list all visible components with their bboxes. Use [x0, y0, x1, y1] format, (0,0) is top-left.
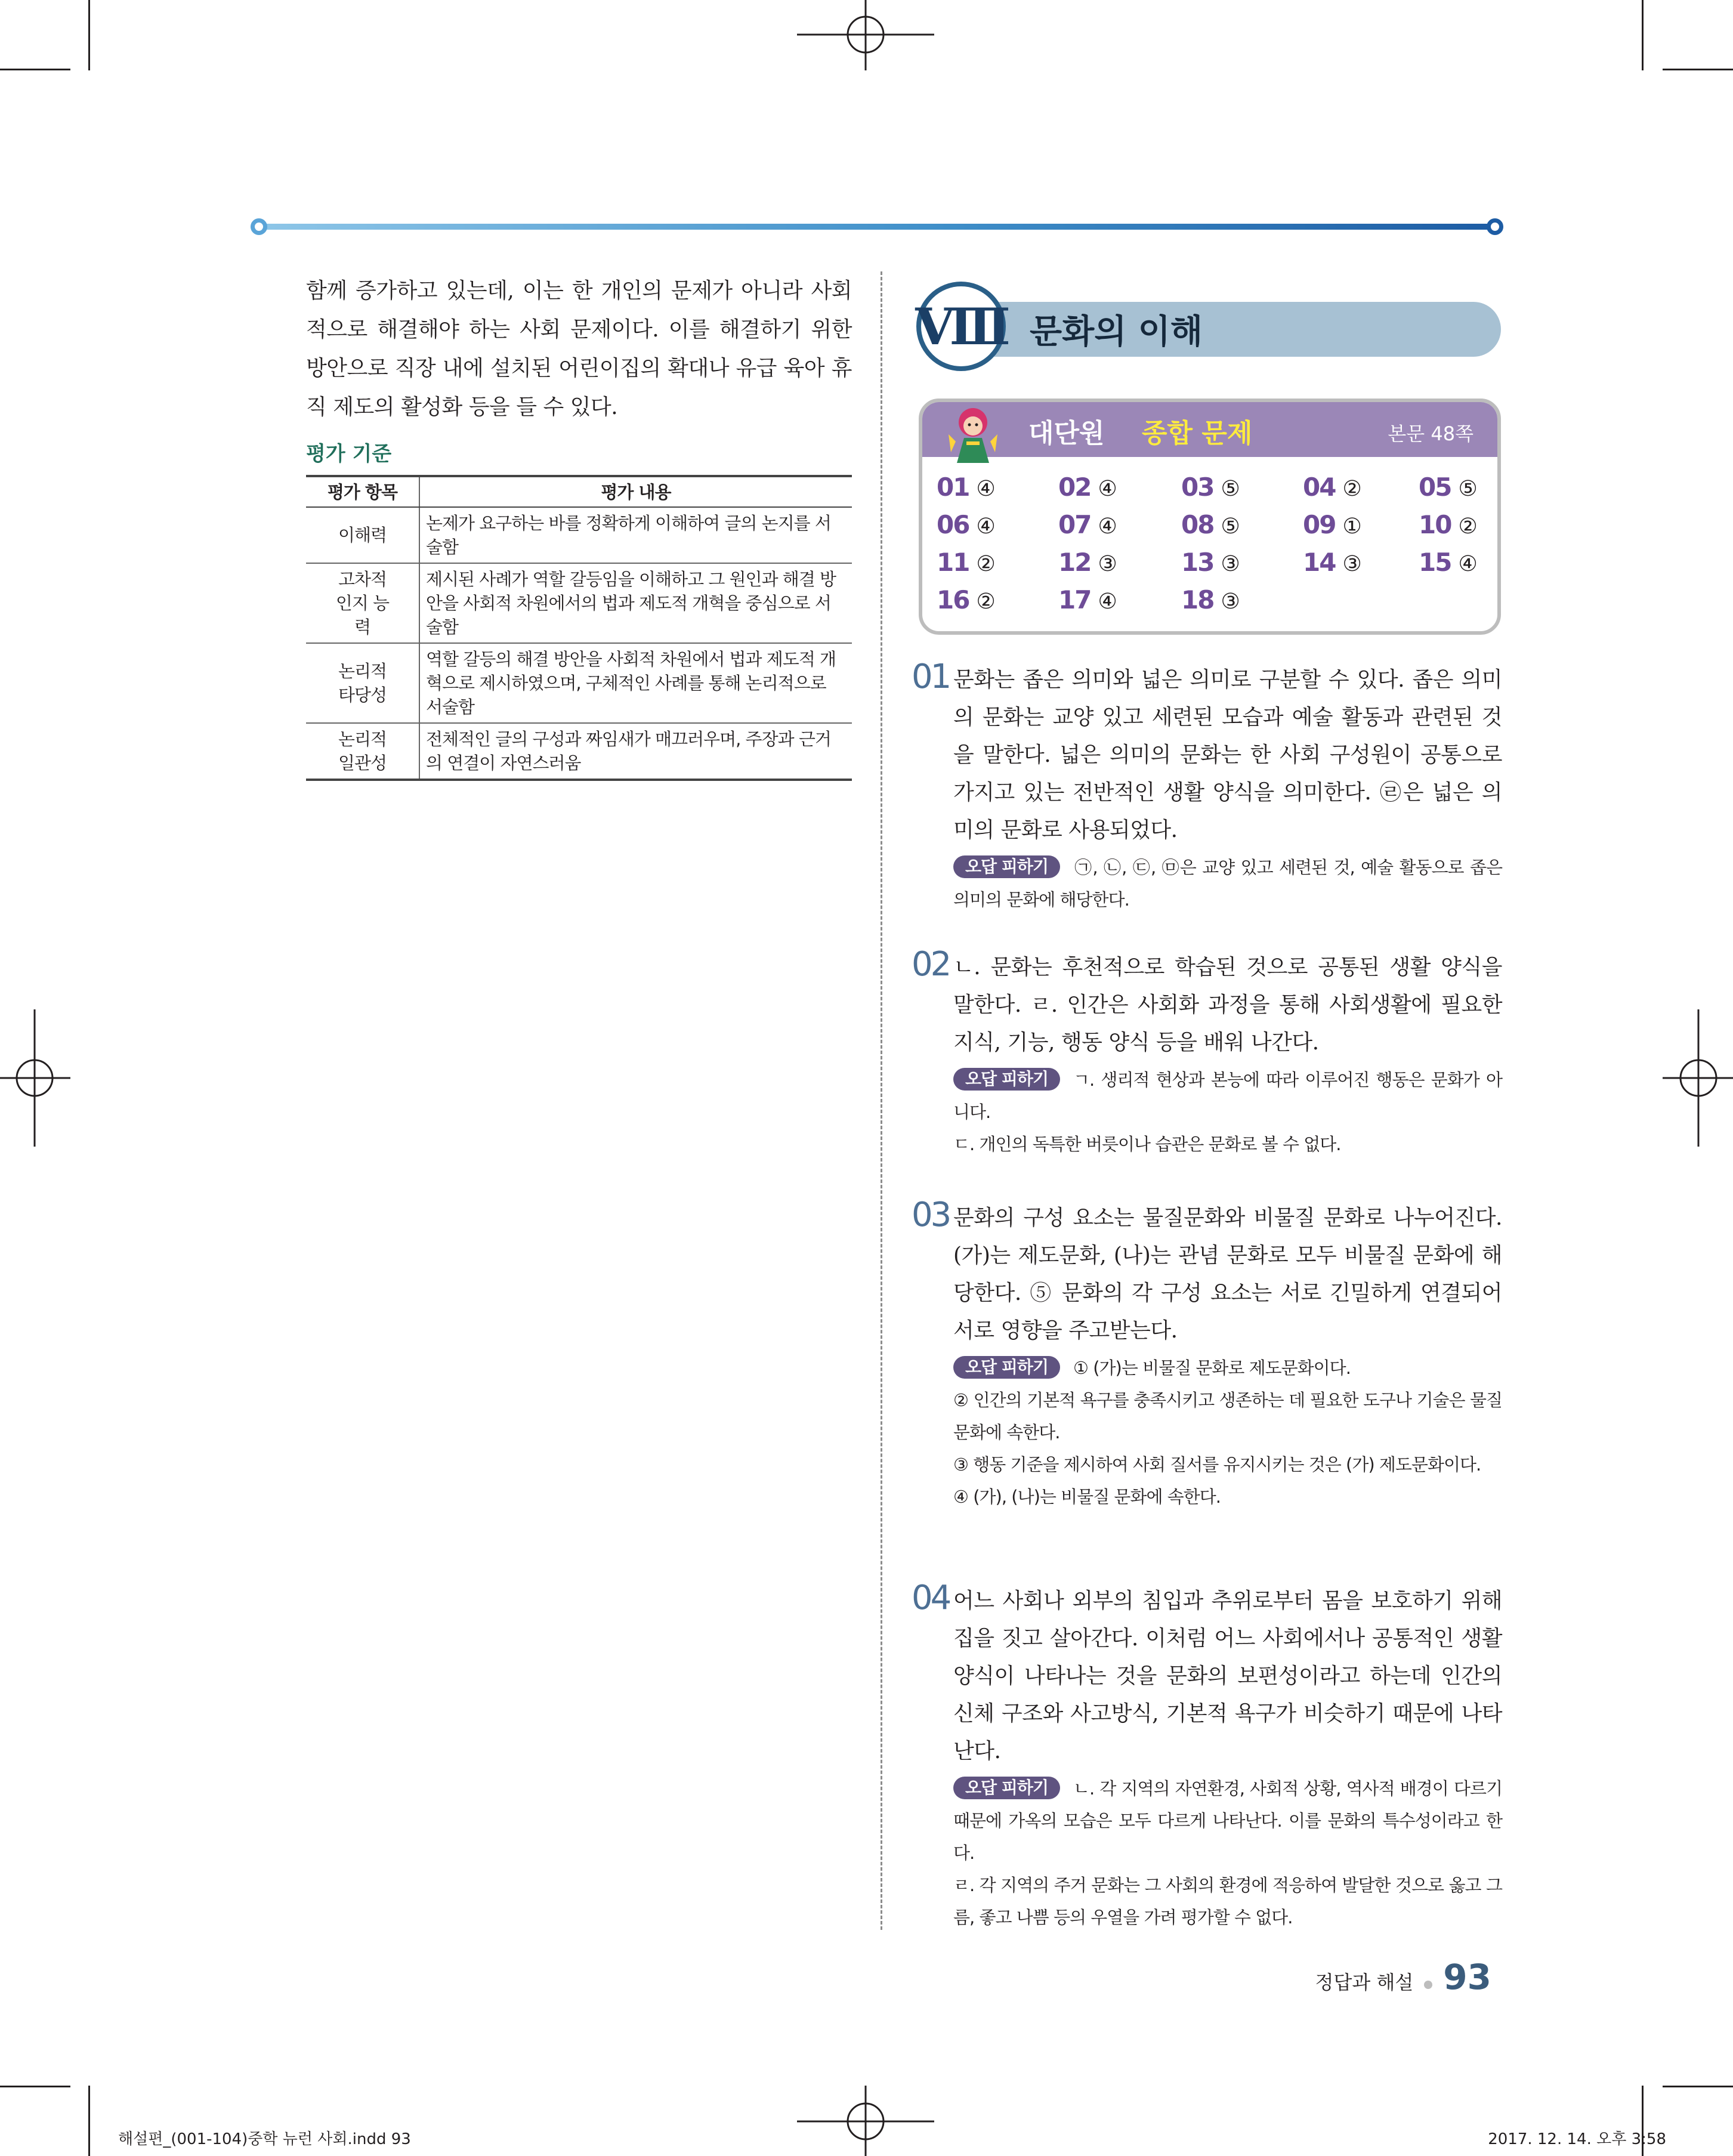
- answer-item: 06 ④: [937, 510, 996, 539]
- criteria-heading: 평가 기준: [306, 442, 392, 466]
- answer-item: 12 ③: [1058, 548, 1117, 577]
- left-column: [306, 271, 852, 781]
- answer-item: 03 ⑤: [1181, 472, 1240, 502]
- answer-box-page-ref: 본문 48쪽: [1388, 422, 1473, 445]
- chapter-numeral-badge: [916, 282, 1006, 371]
- wrong-answer-note: ④ (가), (나)는 비물질 문화에 속한다.: [953, 1487, 1221, 1507]
- answer-item: 09 ①: [1303, 510, 1362, 539]
- answer-item: 01 ④: [937, 472, 996, 502]
- wrong-answer-note: ㄹ. 각 지역의 주거 문화는 그 사회의 환경에 적응하여 발달한 것으로 옳고 그름, 좋고 나쁨 등의 우열을 가려 평가할 수 없다.: [953, 1875, 1502, 1928]
- question-number: 04: [912, 1579, 950, 1617]
- slug-filename: 해설편_(001-104)중학 뉴런 사회.indd 93: [118, 2130, 411, 2148]
- wrong-answer-note: ㄷ. 개인의 독특한 버릇이나 습관은 문화로 볼 수 없다.: [953, 1134, 1341, 1154]
- continuation-text: 함께 증가하고 있는데, 이는 한 개인의 문제가 아니라 사회적으로 해결해야 하는 사회 문제이다. 이를 해결하기 위한 방안으로 직장 내에 설치된 어린이집의 확대나 유급 육아 휴직 제도의 활성화 등을 들 수 있다.: [306, 279, 852, 419]
- crop-mark: [0, 2086, 70, 2087]
- crop-mark: [1663, 69, 1733, 70]
- header-rule-right-dot: [1487, 218, 1503, 235]
- answer-box-title-part2: 종합 문제: [1142, 418, 1253, 449]
- wrong-answer-badge: 오답 피하기: [953, 1356, 1060, 1379]
- registration-mark-right: [1661, 1009, 1733, 1147]
- table-row: [306, 643, 852, 723]
- criteria-item: 이해력: [306, 507, 419, 563]
- wrong-answer-note: ② 인간의 기본적 욕구를 충족시키고 생존하는 데 필요한 도구나 기술은 물질문화에 속한다.: [953, 1390, 1502, 1443]
- question-number: 01: [912, 657, 950, 696]
- table-row: [306, 507, 852, 563]
- explanation-01: [912, 657, 1503, 916]
- question-number: 02: [912, 945, 950, 984]
- crop-mark: [0, 69, 70, 70]
- header-rule: [251, 218, 1503, 235]
- slug-timestamp: 2017. 12. 14. 오후 3:58: [1488, 2130, 1666, 2148]
- explanation-04: [912, 1579, 1502, 1933]
- answer-item: 14 ③: [1303, 548, 1362, 577]
- mascot-icon: [940, 404, 1006, 464]
- column-divider: [881, 271, 882, 1930]
- answer-item: 15 ④: [1419, 548, 1478, 577]
- wrong-answer-note: 오답 피하기 ① (가)는 비물질 문화로 제도문화이다.: [953, 1352, 1502, 1384]
- wrong-answer-note: 오답 피하기 ㄱ. 생리적 현상과 본능에 따라 이루어진 행동은 문화가 아니다.: [953, 1069, 1502, 1122]
- page-number: 93: [1443, 1957, 1491, 1997]
- footer-label: 정답과 해설: [1315, 1971, 1414, 1994]
- wrong-answer-badge: 오답 피하기: [953, 1068, 1060, 1091]
- criteria-header-content: 평가 내용: [419, 476, 852, 507]
- criteria-item: 논리적 타당성: [306, 643, 419, 723]
- chapter-numeral: Ⅷ: [915, 296, 1007, 356]
- answer-item: 05 ⑤: [1419, 472, 1478, 502]
- criteria-item: 고차적 인지 능력: [306, 563, 419, 643]
- answer-item: 11 ②: [937, 548, 996, 577]
- footer-bullet: [1424, 1981, 1432, 1989]
- answer-item: 07 ④: [1058, 510, 1117, 539]
- wrong-answer-badge: 오답 피하기: [953, 855, 1060, 878]
- answer-item: 04 ②: [1303, 472, 1362, 502]
- explanation-body: 어느 사회나 외부의 침입과 추위로부터 몸을 보호하기 위해 집을 짓고 살아간다. 이처럼 어느 사회에서나 공통적인 생활 양식이 나타나는 것을 문화의 보편성이라고 하는데 인간의 신체 구조와 사고방식, 기본적 욕구가 비슷하기 때문에 나타난다.: [953, 1589, 1502, 1763]
- header-rule-left-dot: [251, 218, 267, 235]
- explanation-02: [912, 945, 1502, 1160]
- answer-item: 18 ③: [1181, 585, 1240, 614]
- wrong-answer-note: 오답 피하기 ㉠, ㉡, ㉢, ㉤은 교양 있고 세련된 것, 예술 활동으로 좁은 의미의 문화에 해당한다.: [953, 857, 1502, 910]
- wrong-answer-badge: 오답 피하기: [953, 1777, 1060, 1799]
- table-row: [306, 563, 852, 643]
- crop-mark: [1663, 2086, 1733, 2087]
- answer-item: 17 ④: [1058, 585, 1117, 614]
- page-footer: [1315, 1957, 1491, 1997]
- crop-mark: [88, 2086, 90, 2156]
- answer-item: 13 ③: [1181, 548, 1240, 577]
- wrong-answer-note: 오답 피하기 ㄴ. 각 지역의 자연환경, 사회적 상황, 역사적 배경이 다르기 때문에 가옥의 모습은 모두 다르게 나타난다. 이를 문화의 특수성이라고 한다.: [953, 1778, 1502, 1863]
- chapter-title: 문화의 이해: [1030, 313, 1203, 351]
- criteria-item: 논리적 일관성: [306, 723, 419, 780]
- registration-mark-top: [797, 0, 934, 72]
- answer-box-header: [922, 402, 1497, 457]
- explanation-body: 문화의 구성 요소는 물질문화와 비물질 문화로 나누어진다. (가)는 제도문화, (나)는 관념 문화로 모두 비물질 문화에 해당한다. ⑤ 문화의 각 구성 요소는 서로 긴밀하게 연결되어 서로 영향을 주고받는다.: [953, 1206, 1502, 1343]
- explanation-03: [912, 1196, 1502, 1513]
- crop-mark: [88, 0, 90, 70]
- criteria-header-item: 평가 항목: [306, 476, 419, 507]
- criteria-content: 역할 갈등의 해결 방안을 사회적 차원에서 법과 제도적 개혁으로 제시하였으며, 구체적인 사례를 통해 논리적으로 서술함: [419, 643, 852, 723]
- answer-item: 10 ②: [1419, 510, 1478, 539]
- explanation-body: ㄴ. 문화는 후천적으로 학습된 것으로 공통된 생활 양식을 말한다. ㄹ. 인간은 사회화 과정을 통해 사회생활에 필요한 지식, 기능, 행동 양식 등을 배워 나간다.: [953, 955, 1502, 1055]
- criteria-content: 논제가 요구하는 바를 정확하게 이해하여 글의 논지를 서술함: [419, 507, 852, 563]
- wrong-answer-note: ③ 행동 기준을 제시하여 사회 질서를 유지시키는 것은 (가) 제도문화이다.: [953, 1454, 1481, 1475]
- answer-item: 08 ⑤: [1181, 510, 1240, 539]
- answer-item: 02 ④: [1058, 472, 1117, 502]
- answer-item: 16 ②: [937, 585, 996, 614]
- answer-summary-box: [919, 399, 1501, 635]
- criteria-content: 전체적인 글의 구성과 짜임새가 매끄러우며, 주장과 근거의 연결이 자연스러움: [419, 723, 852, 780]
- registration-mark-bottom: [797, 2084, 934, 2156]
- table-row: [306, 723, 852, 780]
- criteria-table: [306, 475, 852, 781]
- question-number: 03: [912, 1196, 950, 1234]
- crop-mark: [1642, 0, 1644, 70]
- registration-mark-left: [0, 1009, 72, 1147]
- criteria-content: 제시된 사례가 역할 갈등임을 이해하고 그 원인과 해결 방안을 사회적 차원에서의 법과 제도적 개혁을 중심으로 서술함: [419, 563, 852, 643]
- explanation-body: 문화는 좁은 의미와 넓은 의미로 구분할 수 있다. 좁은 의미의 문화는 교양 있고 세련된 모습과 예술 활동과 관련된 것을 말한다. 넓은 의미의 문화는 한 사회 구성원이 공통으로 가지고 있는 전반적인 생활 양식을 의미한다. ㉣은 넓은 의미의 문화로 사용되었다.: [953, 668, 1503, 842]
- chapter-banner: [916, 297, 1501, 357]
- answer-box-title-part1: 대단원: [1028, 418, 1105, 449]
